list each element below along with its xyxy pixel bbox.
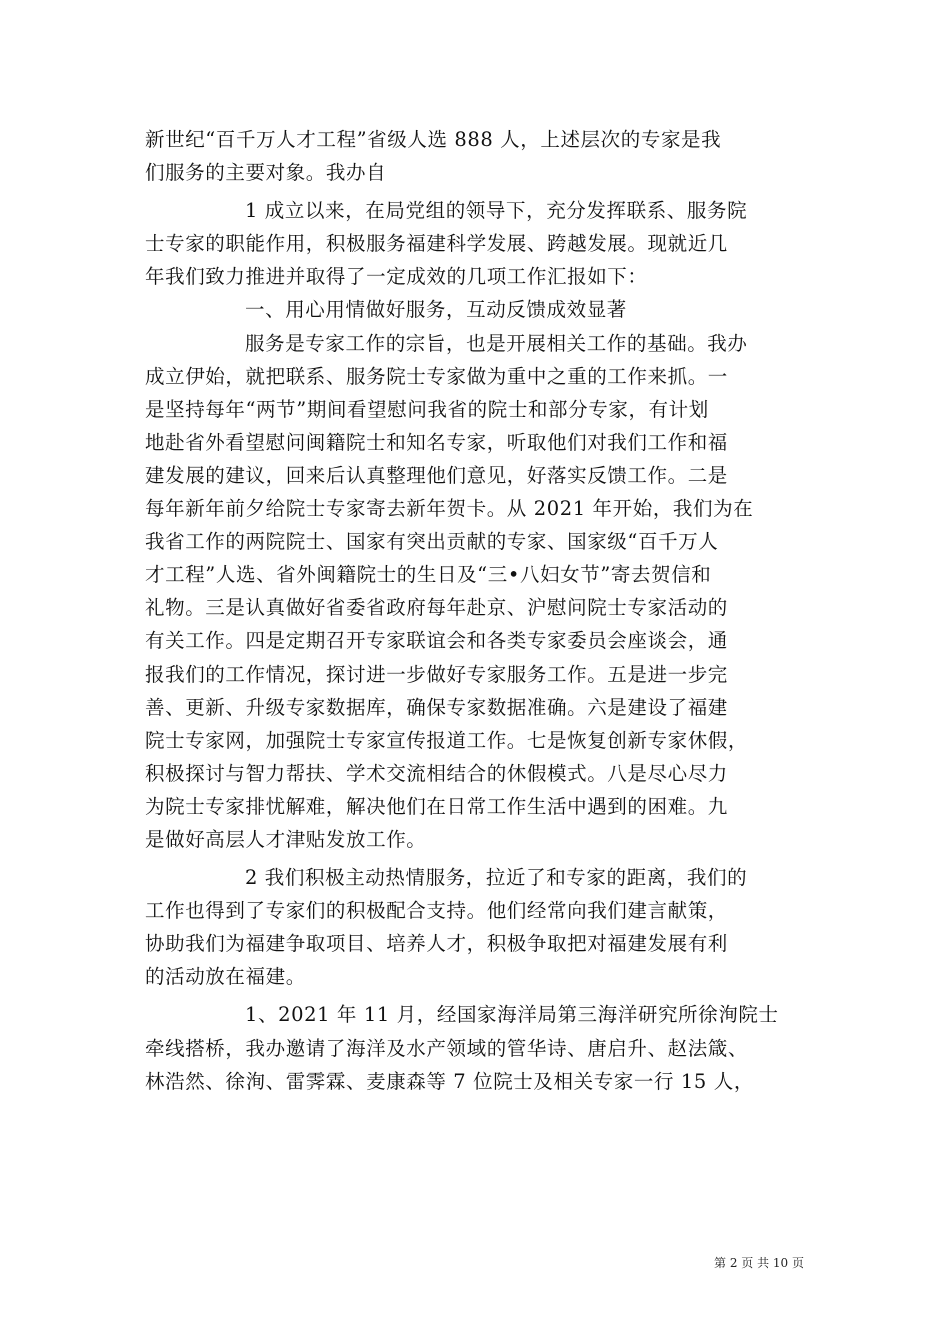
text-line: 林浩然、徐洵、雷霁霖、麦康森等 7 位院士及相关专家一行 15 人， xyxy=(145,1069,754,1093)
text-line: 工作也得到了专家们的积极配合支持。他们经常向我们建言献策， xyxy=(145,899,728,923)
text-line: 才工程”人选、省外闽籍院士的生日及“三•八妇女节”寄去贺信和 xyxy=(145,563,712,587)
text-line: 每年新年前夕给院士专家寄去新年贺卡。从 2021 年开始，我们为在 xyxy=(145,497,754,521)
text-line: 地赴省外看望慰问闽籍院士和知名专家，听取他们对我们工作和福 xyxy=(145,430,728,454)
text-line: 协助我们为福建争取项目、培养人才，积极争取把对福建发展有利 xyxy=(145,932,728,956)
text-line: 礼物。三是认真做好省委省政府每年赴京、沪慰问院士专家活动的 xyxy=(145,596,728,620)
text-line: 士专家的职能作用，积极服务福建科学发展、跨越发展。现就近几 xyxy=(145,232,728,256)
text-line: 是坚持每年“两节”期间看望慰问我省的院士和部分专家，有计划 xyxy=(145,397,709,421)
text-line: 们服务的主要对象。我办自 xyxy=(145,161,387,185)
text-line: 新世纪“百千万人才工程”省级人选 888 人，上述层次的专家是我 xyxy=(145,128,722,151)
text-line: 院士专家网，加强院士专家宣传报道工作。七是恢复创新专家休假， xyxy=(145,728,749,752)
paragraph-start: 服务是专家工作的宗旨，也是开展相关工作的基础。我办 xyxy=(245,331,748,355)
paragraph-start: 1 成立以来，在局党组的领导下，充分发挥联系、服务院 xyxy=(245,199,748,223)
text-line: 建发展的建议，回来后认真整理他们意见，好落实反馈工作。二是 xyxy=(145,463,728,487)
text-line: 的活动放在福建。 xyxy=(145,965,306,989)
paragraph-start: 2 我们积极主动热情服务，拉近了和专家的距离，我们的 xyxy=(245,866,748,890)
paragraph-start: 1、2021 年 11 月，经国家海洋局第三海洋研究所徐洵院士 xyxy=(245,1003,779,1027)
section-heading: 一、用心用情做好服务，互动反馈成效显著 xyxy=(245,298,627,322)
text-line: 成立伊始，就把联系、服务院士专家做为重中之重的工作来抓。一 xyxy=(145,364,728,388)
text-line: 积极探讨与智力帮扶、学术交流相结合的休假模式。八是尽心尽力 xyxy=(145,761,728,785)
text-line: 牵线搭桥，我办邀请了海洋及水产领域的管华诗、唐启升、赵法箴、 xyxy=(145,1036,749,1060)
document-body xyxy=(145,123,805,1098)
text-line: 我省工作的两院院士、国家有突出贡献的专家、国家级“百千万人 xyxy=(145,530,719,554)
text-line: 是做好高层人才津贴发放工作。 xyxy=(145,827,427,851)
text-line: 善、更新、升级专家数据库，确保专家数据准确。六是建设了福建 xyxy=(145,695,728,719)
page-number-footer: 第 2 页 共 10 页 xyxy=(714,1256,804,1270)
text-line: 有关工作。四是定期召开专家联谊会和各类专家委员会座谈会，通 xyxy=(145,629,728,653)
text-line: 为院士专家排忧解难，解决他们在日常工作生活中遇到的困难。九 xyxy=(145,794,728,818)
text-line: 年我们致力推进并取得了一定成效的几项工作汇报如下： xyxy=(145,265,648,289)
text-line: 报我们的工作情况，探讨进一步做好专家服务工作。五是进一步完 xyxy=(145,662,728,686)
